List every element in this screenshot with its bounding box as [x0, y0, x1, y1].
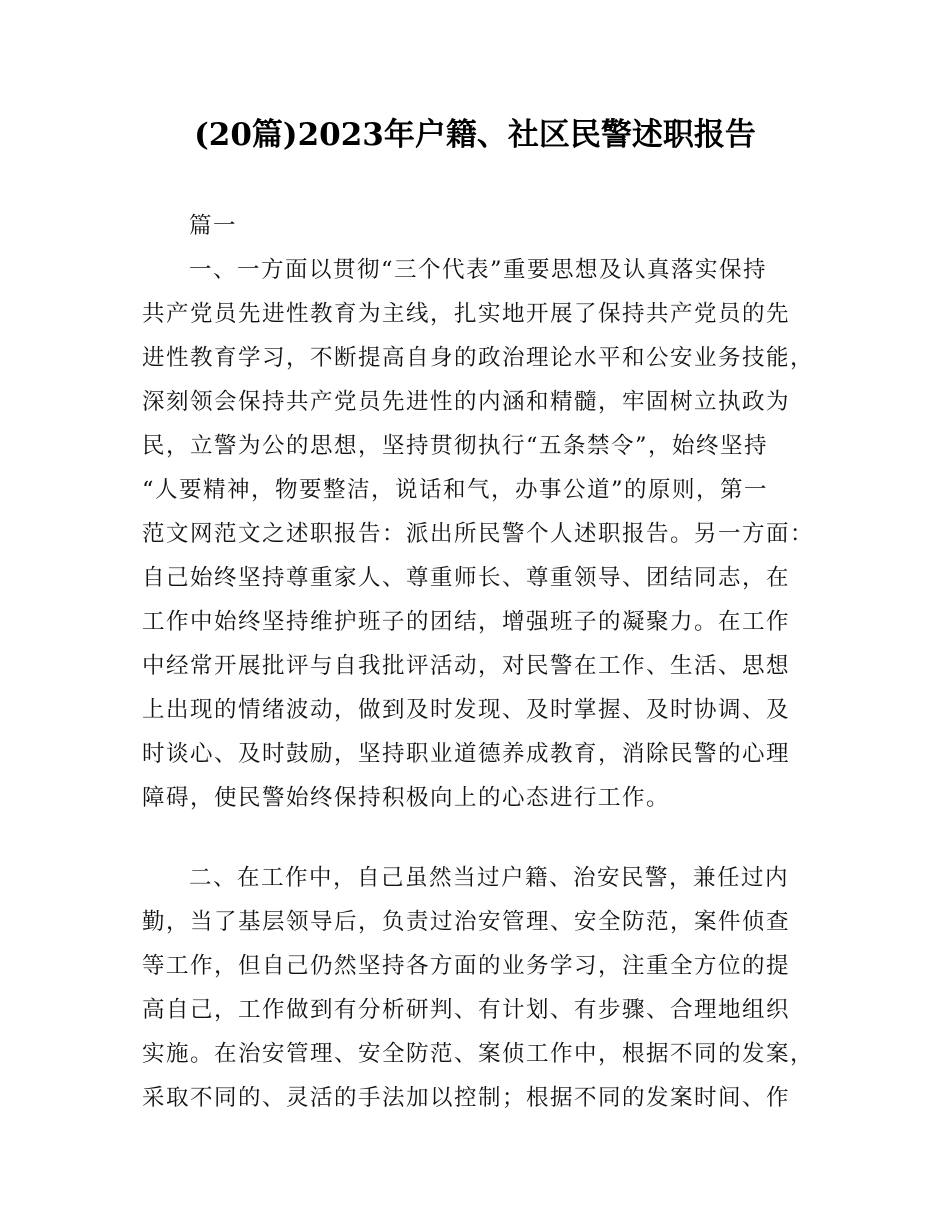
paragraph-line: 进性教育学习，不断提高自身的政治理论水平和公安业务技能，: [142, 345, 815, 371]
paragraph-line: 上出现的情绪波动，做到及时发现、及时掌握、及时协调、及: [142, 697, 791, 723]
paragraph-line: 时谈心、及时鼓励，坚持职业道德养成教育，消除民警的心理: [142, 741, 791, 767]
paragraph-line: 中经常开展批评与自我批评活动，对民警在工作、生活、思想: [142, 653, 791, 679]
paragraph-line: 工作中始终坚持维护班子的团结，增强班子的凝聚力。在工作: [142, 609, 791, 635]
paragraph-line: 高自己，工作做到有分析研判、有计划、有步骤、合理地组织: [142, 997, 791, 1023]
paragraph-line: 民，立警为公的思想，坚持贯彻执行“五条禁令”，始终坚持: [142, 433, 769, 459]
paragraph-line: 自己始终坚持尊重家人、尊重师长、尊重领导、团结同志，在: [142, 565, 791, 591]
paragraph-line: “人要精神，物要整洁，说话和气，办事公道”的原则，第一: [142, 477, 769, 503]
paragraph-line: 范文网范文之述职报告：派出所民警个人述职报告。另一方面：: [142, 521, 815, 547]
section-heading: 篇一: [189, 213, 238, 239]
paragraph-line: 采取不同的、灵活的手法加以控制；根据不同的发案时间、作: [142, 1085, 791, 1111]
paragraph-line: 实施。在治安管理、安全防范、案侦工作中，根据不同的发案，: [142, 1041, 815, 1067]
paragraph-line: 深刻领会保持共产党员先进性的内涵和精髓，牢固树立执政为: [142, 389, 791, 415]
document-title: (20篇)2023年户籍、社区民警述职报告: [194, 117, 756, 153]
paragraph-line: 一、一方面以贯彻“三个代表”重要思想及认真落实保持: [189, 257, 768, 283]
paragraph-line: 二、在工作中，自己虽然当过户籍、治安民警，兼任过内: [189, 865, 790, 891]
paragraph-line: 共产党员先进性教育为主线，扎实地开展了保持共产党员的先: [142, 301, 791, 327]
paragraph-2: [142, 856, 832, 1120]
section-heading-block: [142, 204, 832, 248]
paragraph-line: 勤，当了基层领导后，负责过治安管理、安全防范，案件侦查: [142, 909, 791, 935]
paragraph-line: 等工作，但自己仍然坚持各方面的业务学习，注重全方位的提: [142, 953, 791, 979]
paragraph-line: 障碍，使民警始终保持积极向上的心态进行工作。: [142, 785, 671, 811]
paragraph-1: [142, 248, 832, 820]
